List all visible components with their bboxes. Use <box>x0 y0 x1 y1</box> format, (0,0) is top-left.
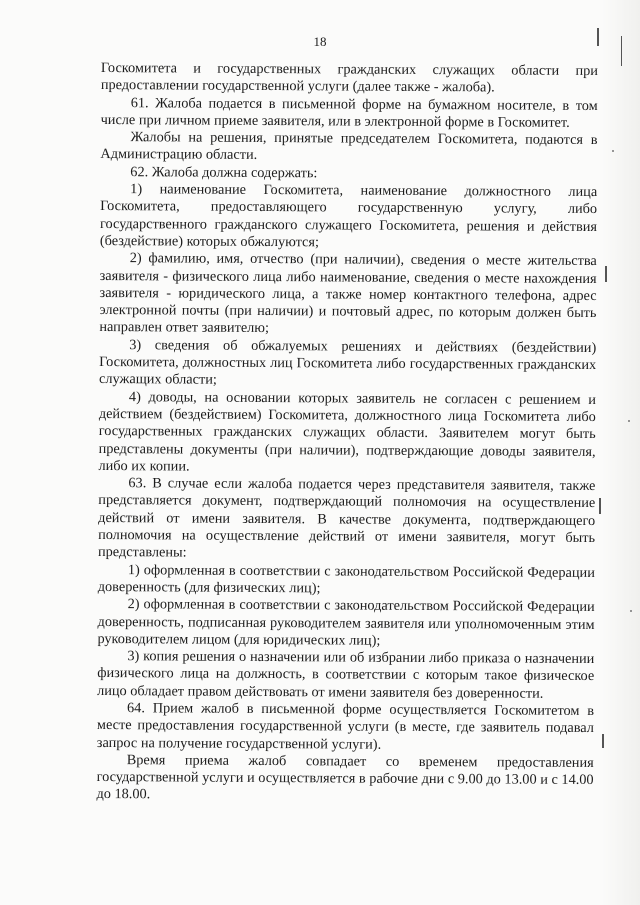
paragraph: Время приема жалоб совпадает со временем предоставления государственной услуги и осуществляется в рабочие дни с 9.00 до 13.00 и с 14.00 до 18.00. <box>96 752 594 803</box>
scan-edge-shadow <box>602 0 640 905</box>
margin-mark <box>597 28 599 46</box>
paragraph: 62. Жалоба должна содержать: <box>130 163 318 182</box>
paragraph: Госкомитета и государственных гражданских служащих области при предоставлении государственной услуги (далее также - жалоба). <box>100 60 598 96</box>
paragraph: 64. Прием жалоб в письменной форме осуществляется Госкомитетом в месте предоставления государственной услуги (в месте, где заявитель подавал запрос на получение государственной услуги). <box>96 700 595 753</box>
paragraph: 2) оформленная в соответствии с законодательством Российской Федерации доверенность, подписанная руководителем заявителя или уполномоченным этим руководителем лицом (для юридических лиц); <box>97 596 595 649</box>
margin-mark <box>605 266 607 282</box>
scan-speck <box>628 420 630 422</box>
paragraph: 1) наименование Госкомитета, наименование должностного лица Госкомитета, предоставляющего государственную услугу, либо государственного гражданского служащего Госкомитета, решения и действия (бездействие) которых обжалуются; <box>99 181 598 251</box>
paragraph: 3) копия решения о назначении или об избрании либо приказа о назначении физического лица на должность, в соответствии с которым такое физическое лицо обладает правом действовать от имени заявителя без доверенности. <box>97 648 595 702</box>
margin-mark <box>602 734 604 748</box>
paragraph: 1) оформленная в соответствии с законодательством Российской Федерации доверенность (для физических лиц); <box>97 561 595 597</box>
paragraph: Жалобы на решения, принятые председателем Госкомитета, подаются в Администрацию области. <box>100 129 598 164</box>
scan-speck <box>630 610 632 612</box>
paragraph: 61. Жалоба подается в письменной форме на бумажном носителе, в том числе при личном приеме заявителя, или в электронной форме в Госкомитет. <box>100 94 598 131</box>
scan-speck <box>612 150 614 152</box>
paragraph: 4) доводы, на основании которых заявитель не согласен с решением и действием (бездействием) Госкомитета, должностного лица Госкомитета либо государственных гражданских служащих области. Заявителем могут быть представлены документы (при наличии), подтверждающие доводы заявителя, либо их копии. <box>98 388 596 475</box>
margin-mark <box>621 36 622 66</box>
document-body <box>96 60 598 807</box>
paragraph: 63. В случае если жалоба подается через представителя заявителя, также представляется документ, подтверждающий полномочия на осуществление действий от имени заявителя. В качестве документа, подтверждающего полномочия на осуществление действий от имени заявителя, могут быть представлены: <box>97 475 596 561</box>
paragraph: 2) фамилию, имя, отчество (при наличии), сведения о месте жительства заявителя - физического лица либо наименование, сведения о месте нахождения заявителя - юридического лица, а также номер контактного телефона, адрес электронной почты (при наличии) и почтовый адрес, по которым должен быть направлен ответ заявителю; <box>99 250 597 337</box>
page-number: 18 <box>313 34 327 49</box>
margin-mark <box>599 498 601 514</box>
paragraph: 3) сведения об обжалуемых решениях и действиях (бездействии) Госкомитета, должностных лиц Госкомитета либо государственных гражданских служащих области; <box>99 336 597 389</box>
